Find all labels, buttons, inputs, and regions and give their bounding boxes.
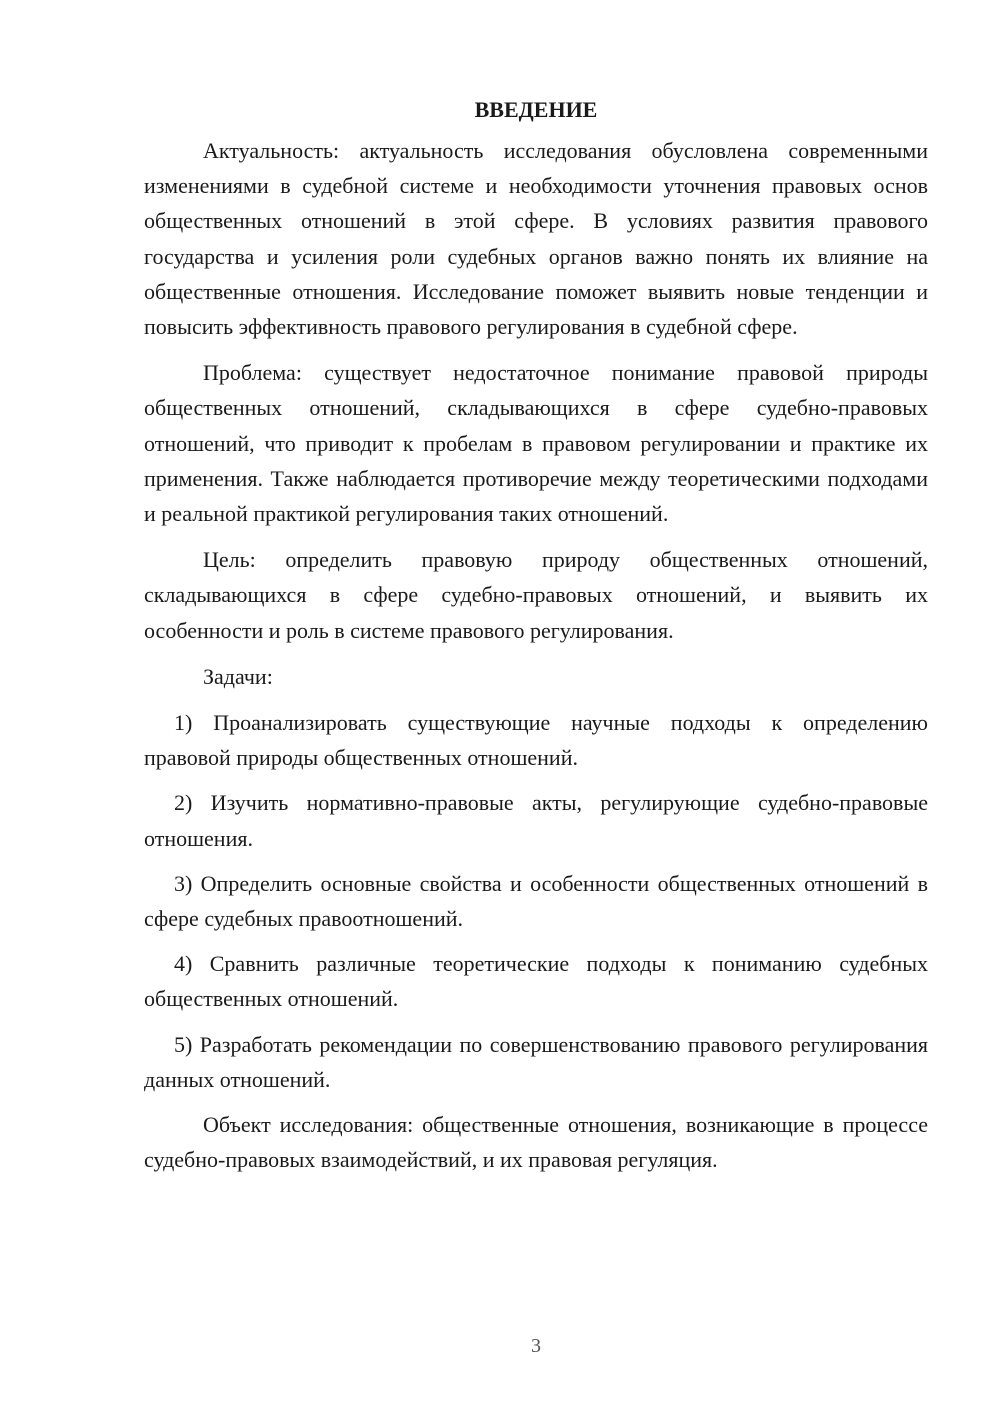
task-item-4: 4) Сравнить различные теоретические подходы к пониманию судебных общественных отношений. — [144, 951, 928, 1012]
problem-paragraph: Проблема: существует недостаточное понимание правовой природы общественных отношений, складывающихся в сфере судебно-правовых отношений, что приводит к пробелам в правовом регулировании и практике их применения. Также наблюдается противоречие между теоретическими подходами и реальной практикой регулирования таких отношений. — [144, 360, 928, 527]
object-paragraph: Объект исследования: общественные отношения, возникающие в процессе судебно-правовых взаимодействий, и их правовая регуляция. — [144, 1112, 928, 1173]
task-item-5: 5) Разработать рекомендации по совершенствованию правового регулирования данных отношений. — [144, 1031, 928, 1092]
task-item-3: 3) Определить основные свойства и особенности общественных отношений в сфере судебных правоотношений. — [144, 870, 928, 932]
task-item-1: 1) Проанализировать существующие научные подходы к определению правовой природы общественных отношений. — [144, 710, 928, 771]
document-page — [144, 92, 928, 1188]
tasks-heading: Задачи: — [203, 663, 273, 689]
task-item-2: 2) Изучить нормативно-правовые акты, регулирующие судебно-правовые отношения. — [144, 790, 928, 851]
document-title: ВВЕДЕНИЕ — [474, 97, 598, 122]
page-number: 3 — [531, 1335, 541, 1357]
relevance-paragraph: Актуальность: актуальность исследования обусловлена современными изменениями в судебной системе и необходимости уточнения правовых основ общественных отношений в этой сфере. В условиях развития правового государства и усиления роли судебных органов важно понять их влияние на общественные отношения. Исследование поможет выявить новые тенденции и повысить эффективность правового регулирования в судебной сфере. — [144, 138, 928, 340]
goal-paragraph: Цель: определить правовую природу общественных отношений, складывающихся в сфере судебно-правовых отношений, и выявить их особенности и роль в системе правового регулирования. — [144, 547, 928, 643]
